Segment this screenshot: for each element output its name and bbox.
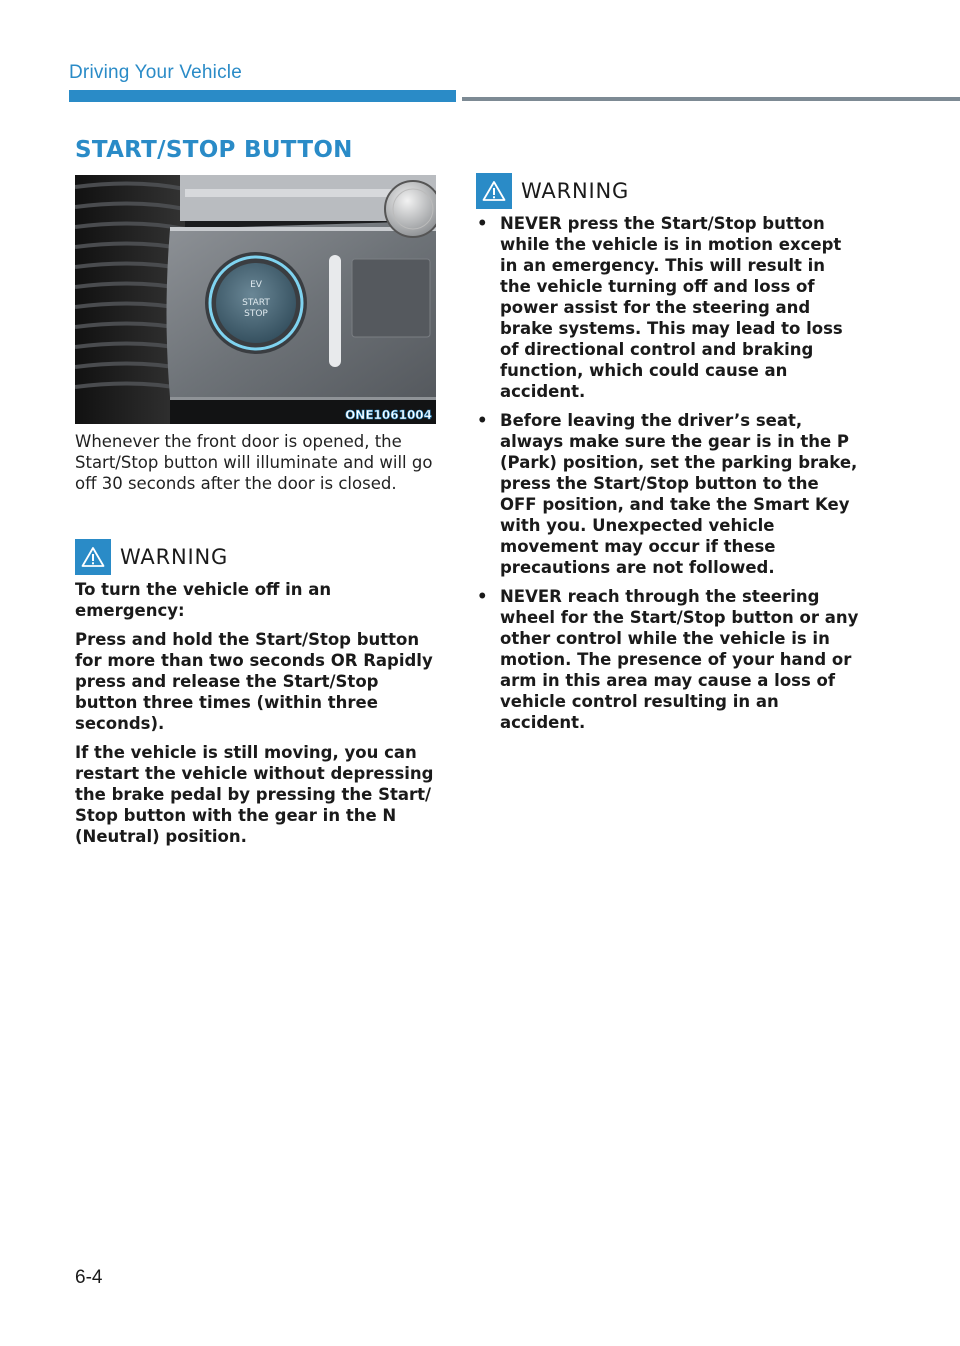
warning2-bullet-list: [475, 213, 860, 733]
running-header: Driving Your Vehicle: [69, 62, 242, 83]
button-label-ev: EV: [250, 280, 262, 290]
warning-triangle-icon: [476, 173, 512, 209]
warning-triangle-icon: [75, 539, 111, 575]
section-title: START/STOP BUTTON: [75, 137, 353, 163]
intro-paragraph: Whenever the front door is opened, the Start/Stop button will illuminate and will go off 30 seconds after the door is closed.: [75, 432, 433, 493]
warning-label-1: WARNING: [120, 545, 229, 569]
page-number: 6-4: [75, 1267, 103, 1288]
start-stop-button-figure: [75, 175, 436, 424]
warning-label-2: WARNING: [521, 179, 630, 203]
bullet-text: NEVER press the Start/Stop button while the vehicle is in motion except in an emergency. This will result in the vehicle turning off and loss of power assist for the steering and brake systems. This may lead to loss of directional control and braking function, which could cause an accident.: [500, 214, 843, 401]
warning-heading-2: [476, 173, 629, 209]
header-rule-gray: [462, 97, 960, 101]
bullet-text: NEVER reach through the steering wheel for the Start/Stop button or any other control while the vehicle is in motion. The presence of your hand or arm in this area may cause a loss of vehicle control resulting in an accident.: [500, 587, 859, 732]
bullet-text: Before leaving the driver’s seat, always make sure the gear is in the P (Park) position, set the parking brake, press the Start/Stop button to the OFF position, and take the Smart Key with you. Unexpected vehicle movement may occur if these precautions are not followed.: [500, 411, 858, 577]
header-rule-accent: [69, 90, 456, 102]
button-label-stop: STOP: [244, 309, 268, 319]
dashboard-illustration: [75, 175, 436, 424]
bullet-mark: •: [477, 411, 488, 430]
list-item: [475, 213, 860, 402]
warning1-paragraph-1: To turn the vehicle off in an emergency:: [75, 580, 332, 620]
warning-body-1: [75, 579, 441, 855]
list-item: [475, 410, 860, 578]
bullet-mark: •: [477, 214, 488, 233]
list-item: [475, 586, 860, 733]
button-label-start: START: [242, 298, 270, 308]
warning1-paragraph-2: Press and hold the Start/Stop button for more than two seconds OR Rapidly press and release the Start/Stop button three times (within three seconds).: [75, 630, 433, 733]
warning-body-2: [475, 213, 860, 741]
figure-code: ONE1061004: [345, 408, 432, 422]
warning1-paragraph-3: If the vehicle is still moving, you can restart the vehicle without depressing the brake pedal by pressing the Start/ Stop button with the gear in the N (Neutral) position.: [75, 743, 434, 846]
warning-heading-1: [75, 539, 228, 575]
bullet-mark: •: [477, 587, 488, 606]
